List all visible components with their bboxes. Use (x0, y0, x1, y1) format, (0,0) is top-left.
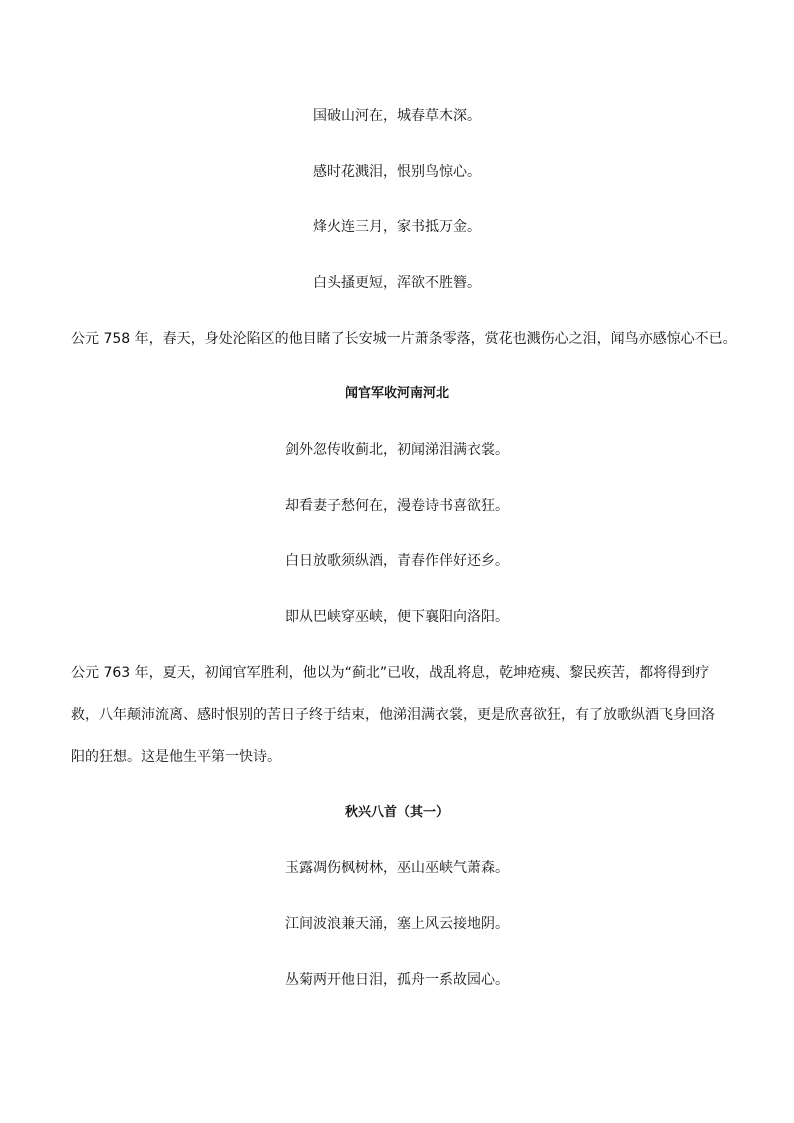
poem-line: 感时花溅泪，恨别鸟惊心。 (313, 164, 481, 180)
commentary-paragraph: 阳的狂想。这是他生平第一快诗。 (71, 749, 281, 765)
poem-title: 秋兴八首（其一） (344, 805, 449, 820)
poem-line: 国破山河在，城春草木深。 (313, 108, 481, 124)
poem-line: 烽火连三月，家书抵万金。 (313, 219, 481, 235)
commentary-paragraph: 公元 758 年，春天，身处沦陷区的他目睹了长安城一片萧条零落，赏花也溅伤心之泪，闻鸟亦感惊心不已。 (71, 331, 737, 347)
poem-line: 丛菊两开他日泪，孤舟一系故园心。 (285, 972, 509, 988)
commentary-paragraph: 救，八年颠沛流离、感时恨别的苦日子终于结束，他涕泪满衣裳，更是欣喜欲狂，有了放歌纵酒飞身回洛 (71, 707, 715, 723)
poem-line: 江间波浪兼天涌，塞上风云接地阴。 (285, 916, 509, 932)
poem-line: 剑外忽传收蓟北，初闻涕泪满衣裳。 (285, 442, 509, 458)
commentary-paragraph: 公元 763 年，夏天，初闻官军胜利，他以为“蓟北”已收，战乱将息，乾坤疮痍、黎民疾苦，都将得到疗 (71, 665, 710, 681)
poem-title: 闻官军收河南河北 (344, 386, 449, 401)
poem-line: 白日放歌须纵酒，青春作伴好还乡。 (285, 553, 509, 569)
poem-line: 即从巴峡穿巫峡，便下襄阳向洛阳。 (285, 609, 509, 625)
poem-line: 白头搔更短，浑欲不胜簪。 (313, 275, 481, 291)
poem-line: 却看妻子愁何在，漫卷诗书喜欲狂。 (285, 498, 509, 514)
poem-line: 玉露凋伤枫树林，巫山巫峡气萧森。 (285, 860, 509, 876)
